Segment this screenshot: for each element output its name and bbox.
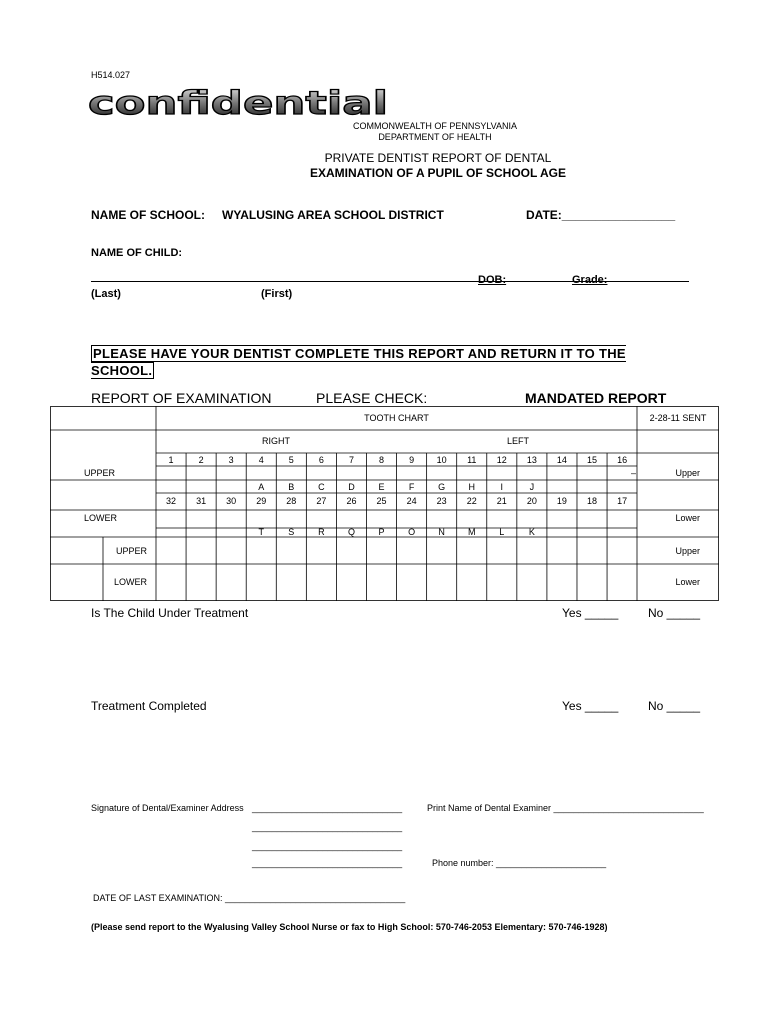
- confidential-stamp: [86, 88, 396, 122]
- lower-primary-letter: Q: [347, 527, 355, 537]
- upper-tooth-number: 16: [617, 455, 628, 465]
- form-title: [260, 151, 616, 181]
- lower-right-label: Lower: [675, 513, 700, 523]
- lower-tooth-number: 30: [226, 496, 237, 506]
- lower-tooth-number: 21: [496, 496, 507, 506]
- instruction-banner: [91, 345, 673, 379]
- upper-primary-letter: B: [288, 482, 295, 492]
- signature-address-label: Signature of Dental/Examiner Address: [91, 803, 244, 813]
- upper-tooth-number: 2: [198, 455, 204, 465]
- phone-number-field[interactable]: Phone number: ______________________: [432, 858, 607, 868]
- lower-tooth-number: 17: [617, 496, 628, 506]
- sent-note: 2-28-11 SENT: [649, 413, 707, 423]
- upper-tooth-number: 10: [436, 455, 447, 465]
- under-treatment-no[interactable]: No _____: [648, 606, 701, 620]
- lower-primary-letter: P: [378, 527, 385, 537]
- upper-primary-letter: J: [529, 482, 535, 492]
- under-treatment-yes[interactable]: Yes _____: [562, 606, 619, 620]
- lower-primary-letter: M: [467, 527, 476, 537]
- upper-primary-letter: F: [408, 482, 415, 492]
- agency-line-1: COMMONWEALTH OF PENNSYLVANIA: [352, 121, 518, 131]
- lower-tooth-number: 28: [286, 496, 297, 506]
- treatment-completed-question: Treatment Completed: [91, 699, 207, 713]
- lower-primary-letter: N: [438, 527, 445, 537]
- upper-tooth-number: 11: [467, 455, 477, 465]
- upper-primary-letter: E: [378, 482, 385, 492]
- dash-mark: –: [630, 468, 636, 478]
- lower-tooth-number: 22: [466, 496, 477, 506]
- upper-tooth-number: 12: [496, 455, 507, 465]
- treatment-completed-yes[interactable]: Yes _____: [562, 699, 619, 713]
- upper-primary-letter: C: [318, 482, 325, 492]
- school-name: WYALUSING AREA SCHOOL DISTRICT: [222, 208, 444, 222]
- lower-primary-letter: K: [528, 527, 535, 537]
- date-field[interactable]: DATE:_________________: [526, 208, 676, 222]
- lower-tooth-number: 18: [587, 496, 598, 506]
- upper-primary-letter: I: [500, 482, 504, 492]
- title-line-1: PRIVATE DENTIST REPORT OF DENTAL: [324, 151, 552, 165]
- upper-primary-letter: D: [348, 482, 355, 492]
- lower-primary-letter: O: [408, 527, 416, 537]
- first-name-label: (First): [261, 288, 293, 300]
- address-line-1[interactable]: ______________________________: [252, 803, 403, 813]
- lower-tooth-number: 19: [556, 496, 567, 506]
- grade-field[interactable]: Grade:: [572, 274, 608, 286]
- please-check-label: PLEASE CHECK:: [316, 390, 428, 406]
- left-side-label: LEFT: [506, 436, 530, 446]
- footer-note: (Please send report to the Wyalusing Valley School Nurse or fax to High School: 570-746-2053 Elementary: 570-746-1928): [91, 922, 608, 932]
- lower-tooth-number: 26: [346, 496, 357, 506]
- upper-tooth-number: 13: [526, 455, 537, 465]
- upper-tooth-number: 1: [168, 455, 174, 465]
- lower-tooth-number: 32: [166, 496, 177, 506]
- upper-tooth-number: 7: [348, 455, 354, 465]
- upper-label: UPPER: [84, 468, 116, 478]
- upper-tooth-number: 6: [318, 455, 324, 465]
- lower-tooth-number: 23: [436, 496, 447, 506]
- lower-primary-letter: T: [258, 527, 264, 537]
- lower-label: LOWER: [84, 513, 118, 523]
- upper-tooth-number: 5: [288, 455, 294, 465]
- dob-field[interactable]: DOB:: [478, 274, 507, 286]
- lower-tooth-number: 29: [256, 496, 267, 506]
- upper-primary-letter: H: [468, 482, 475, 492]
- lower-tooth-number: 31: [196, 496, 207, 506]
- upper-tooth-number: 14: [556, 455, 567, 465]
- stamp-text: confidential: [88, 88, 388, 122]
- agency-block: [322, 121, 548, 143]
- lower-tooth-number: 20: [526, 496, 537, 506]
- address-line-3[interactable]: ______________________________: [252, 841, 403, 851]
- address-line-2[interactable]: ______________________________: [252, 822, 403, 832]
- upper-tooth-number: 4: [258, 455, 264, 465]
- lower-primary-letter: R: [318, 527, 325, 537]
- upper-primary-letter: A: [258, 482, 265, 492]
- title-line-2: EXAMINATION OF A PUPIL OF SCHOOL AGE: [309, 166, 566, 180]
- primary-upper-label: UPPER: [116, 546, 148, 556]
- address-line-4[interactable]: ______________________________: [252, 858, 403, 868]
- report-of-examination-label: REPORT OF EXAMINATION: [91, 390, 272, 406]
- instruction-text: PLEASE HAVE YOUR DENTIST COMPLETE THIS REPORT AND RETURN IT TO THE SCHOOL.: [91, 346, 626, 378]
- upper-tooth-number: 15: [587, 455, 598, 465]
- primary-lower-right-label: Lower: [675, 577, 700, 587]
- right-side-label: RIGHT: [262, 436, 290, 446]
- mandated-report-label: MANDATED REPORT: [525, 390, 667, 406]
- tooth-chart-title: TOOTH CHART: [364, 413, 429, 423]
- child-name-label: NAME OF CHILD:: [91, 247, 183, 259]
- agency-line-2: DEPARTMENT OF HEALTH: [378, 132, 492, 142]
- upper-tooth-number: 9: [409, 455, 415, 465]
- lower-primary-letter: S: [288, 527, 295, 537]
- upper-primary-letter: G: [438, 482, 446, 492]
- upper-right-label: Upper: [675, 468, 700, 478]
- treatment-completed-no[interactable]: No _____: [648, 699, 701, 713]
- lower-primary-letter: L: [499, 527, 505, 537]
- upper-tooth-number: 8: [379, 455, 385, 465]
- last-exam-date-field[interactable]: DATE OF LAST EXAMINATION: ____________________________________: [93, 893, 406, 903]
- primary-lower-label: LOWER: [114, 577, 148, 587]
- lower-tooth-number: 25: [376, 496, 387, 506]
- form-code: H514.027: [91, 70, 131, 80]
- tooth-chart-grid: [50, 406, 719, 601]
- tooth-chart-table: [50, 406, 719, 601]
- last-name-label: (Last): [91, 288, 121, 300]
- school-label: NAME OF SCHOOL:: [91, 208, 205, 222]
- print-name-field[interactable]: Print Name of Dental Examiner ______________________________: [427, 803, 704, 813]
- primary-upper-right-label: Upper: [675, 546, 700, 556]
- upper-tooth-number: 3: [228, 455, 234, 465]
- under-treatment-question: Is The Child Under Treatment: [91, 606, 249, 620]
- lower-tooth-number: 24: [406, 496, 417, 506]
- lower-tooth-number: 27: [316, 496, 327, 506]
